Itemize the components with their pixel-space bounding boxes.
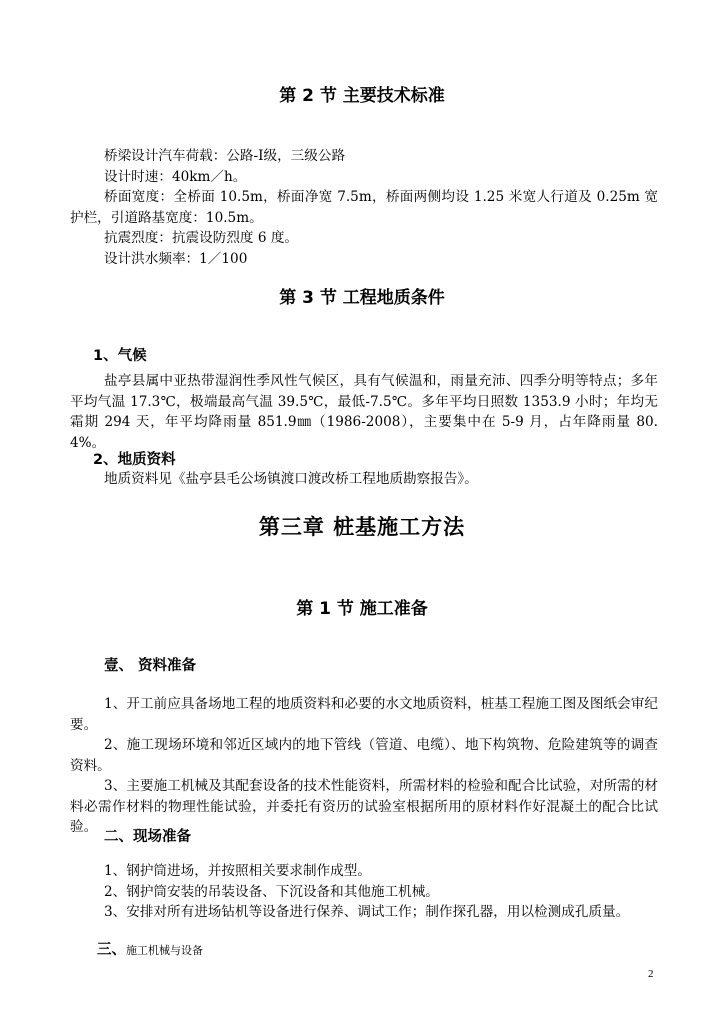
site-prep-heading: 二、现场准备 xyxy=(104,829,191,845)
machinery-heading-label: 施工机械与设备 xyxy=(126,944,203,957)
data-prep-item-2: 2、施工现场环境和邻近区域内的地下管线（管道、电缆）、地下构筑物、危险建筑等的调查资料。 xyxy=(70,737,658,774)
data-prep-heading: 壹、 资料准备 xyxy=(104,658,197,674)
load-standard-line: 桥梁设计汽车荷载：公路-Ⅰ级，三级公路 xyxy=(104,148,346,164)
climate-paragraph: 盐亭县属中亚热带湿润性季风性气候区，具有气候温和，雨量充沛、四季分明等特点；多年平均气温 17.3℃，极端最高气温 39.5℃，最低-7.5℃。多年平均日照数 1353.9 小时；年均无霜期 294 天，年平均降雨量 851.9㎜（1986-2008），主要集中在 5-9 月，占年降雨量 80.4%。 xyxy=(70,373,658,451)
geology-heading: 2、地质资料 xyxy=(93,452,176,468)
site-prep-item-2: 2、钢护筒安装的吊装设备、下沉设备和其他施工机械。 xyxy=(104,883,439,900)
climate-heading: 1、气候 xyxy=(93,348,147,364)
flood-frequency-line: 设计洪水频率：1／100 xyxy=(104,250,248,267)
section-2-heading: 第 2 节 主要技术标准 xyxy=(279,86,445,106)
chapter-3-heading: 第三章 桩基施工方法 xyxy=(258,515,466,539)
machinery-heading xyxy=(97,940,203,961)
page-number: 2 xyxy=(648,968,654,980)
design-speed-line: 设计时速：40km／h。 xyxy=(104,168,247,185)
section-3-heading: 第 3 节 工程地质条件 xyxy=(279,288,445,308)
section-1-heading: 第 1 节 施工准备 xyxy=(296,599,428,619)
machinery-heading-number: 三、 xyxy=(97,942,126,958)
geology-line: 地质资料见《盐亭县毛公场镇渡口渡改桥工程地质勘察报告》。 xyxy=(104,471,478,487)
data-prep-item-3: 3、主要施工机械及其配套设备的技术性能资料，所需材料的检验和配合比试验，对所需的材料必需作材料的物理性能试验，并委托有资历的试验室根据所用的原材料作好混凝土的配合比试验。 xyxy=(70,778,658,835)
data-prep-item-1: 1、开工前应具备场地工程的地质资料和必要的水文地质资料，桩基工程施工图及图纸会审纪要。 xyxy=(70,696,658,733)
site-prep-item-3: 3、安排对所有进场钻机等设备进行保养、调试工作；制作探孔器，用以检测成孔质量。 xyxy=(104,904,630,920)
site-prep-item-1: 1、钢护筒进场，并按照相关要求制作成型。 xyxy=(104,863,371,879)
seismic-line: 抗震烈度：抗震设防烈度 6 度。 xyxy=(104,230,299,246)
deck-width-paragraph: 桥面宽度：全桥面 10.5m，桥面净宽 7.5m，桥面两侧均设 1.25 米宽人行道及 0.25m 宽护栏，引道路基宽度：10.5m。 xyxy=(70,189,658,226)
